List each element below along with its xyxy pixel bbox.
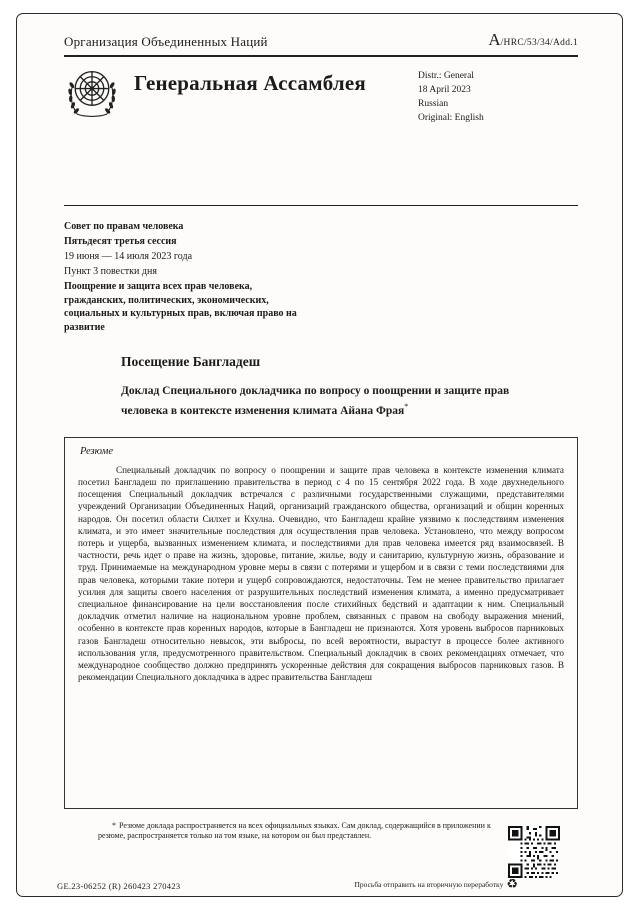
session-dates: 19 июня — 14 июля 2023 года [64, 251, 193, 262]
recycle-text: Просьба отправить на вторичную переработку [354, 880, 504, 889]
divider-thick [64, 55, 578, 57]
language-line: Russian [418, 99, 449, 109]
doc-symbol-rest: /HRC/53/34/Add.1 [500, 38, 578, 48]
footnote-ref: * [404, 402, 409, 411]
summary-box [64, 437, 578, 809]
masthead [64, 32, 578, 206]
document-subtitle [121, 383, 533, 419]
masthead-top-row [64, 32, 578, 50]
agenda-item: Пункт 3 повестки дня [64, 266, 157, 277]
divider-thin [64, 205, 578, 206]
agenda-title: Поощрение и защита всех прав человека, гражданских, политических, экономических, социальных и культурных прав, включая право на развитие [64, 281, 297, 333]
un-emblem-icon [64, 65, 120, 121]
page-footer [57, 878, 582, 891]
recycle-icon: ♻ [506, 877, 518, 892]
session-block [64, 219, 578, 334]
session-title: Пятьдесят третья сессия [64, 236, 177, 247]
doc-number: GE.23-06252 (R) 260423 270423 [57, 881, 181, 891]
distr-line: Distr.: General [418, 71, 474, 81]
title-block [121, 354, 578, 419]
footnote [78, 821, 510, 842]
subtitle-text: Доклад Специального докладчика по вопросу о поощрении и защите прав человека в контексте изменения климата Айана Фрая [121, 385, 510, 417]
org-name: Организация Объединенных Наций [64, 34, 268, 49]
recycle-note [355, 878, 519, 891]
footnote-marker: * [112, 820, 116, 830]
summary-body: Специальный докладчик по вопросу о поощрении и защите прав человека в контексте изменения климата посетил Бангладеш по приглашению правительства в период с 4 по 15 сентября 2022 года. В ходе двухнедельного посещения Специальный докладчик встречался с различными государственными служащими, представителями учреждений Организации Объединенных Наций, организаций гражданского общества, организаций и общин коренных народов. Он посетил области Силхет и Кхулна. Очевидно, что Бангладеш крайне уязвимо к последствиям изменения климата, и это имеет значительные последствия для осуществления прав человека. Установлено, что между вопросом потерь и ущерба, вызванных изменением климата, и последствиями для прав человека имеется ряд взаимосвязей. В частности, речь идет о праве на жизнь, здоровье, питание, жилье, воду и санитарию, культурную жизнь, образование и труд. Принимаемые на международном уровне меры в связи с потерями и ущербом и в связи с теми последствиями для прав человека, которыми такие потери и ущерб сопровождаются, недостаточны. Тем не менее правительство прилагает усилия для защиты своего населения от разрушительных последствий изменения климата, а именно предусматривает специальное финансирование на цели восстановления после стихийных бедствий и адаптации к ним. Специальный докладчик отметил наличие на национальном уровне проблем, связанных с правом на свободу выражения мнений, особенно в контексте прав коренных народов, которые в Бангладеш не признаются. Хотя уровень выбросов парниковых газов Бангладеш относительно невысок, эти выбросы, по всей вероятности, вырастут в процессе более активного использования угля, предусмотренного правительством. Специальный докладчик в своих рекомендациях отмечает, что международное сообщество должно предпринять ускоренные действия для сокращения выбросов парниковых газов. В рекомендации Специального докладчика в адрес правительства Бангладеш [78, 464, 564, 683]
masthead-main-row [64, 65, 578, 123]
original-language-line: Original: English [418, 113, 484, 123]
qr-code [508, 826, 560, 878]
summary-label: Резюме [80, 445, 114, 457]
council-name: Совет по правам человека [64, 221, 184, 232]
doc-symbol-prefix: A [488, 30, 501, 49]
assembly-title: Генеральная Ассамблея [134, 71, 366, 95]
page-frame [16, 13, 623, 897]
footnote-text: Резюме доклада распространяется на всех официальных языках. Сам доклад, содержащийся в приложении к резюме, распространяется только на том языке, на котором он был представлен. [98, 820, 491, 841]
date-line: 18 April 2023 [418, 85, 471, 95]
distribution-block [418, 69, 578, 123]
document-title: Посещение Бангладеш [121, 354, 261, 369]
doc-symbol [488, 30, 578, 50]
